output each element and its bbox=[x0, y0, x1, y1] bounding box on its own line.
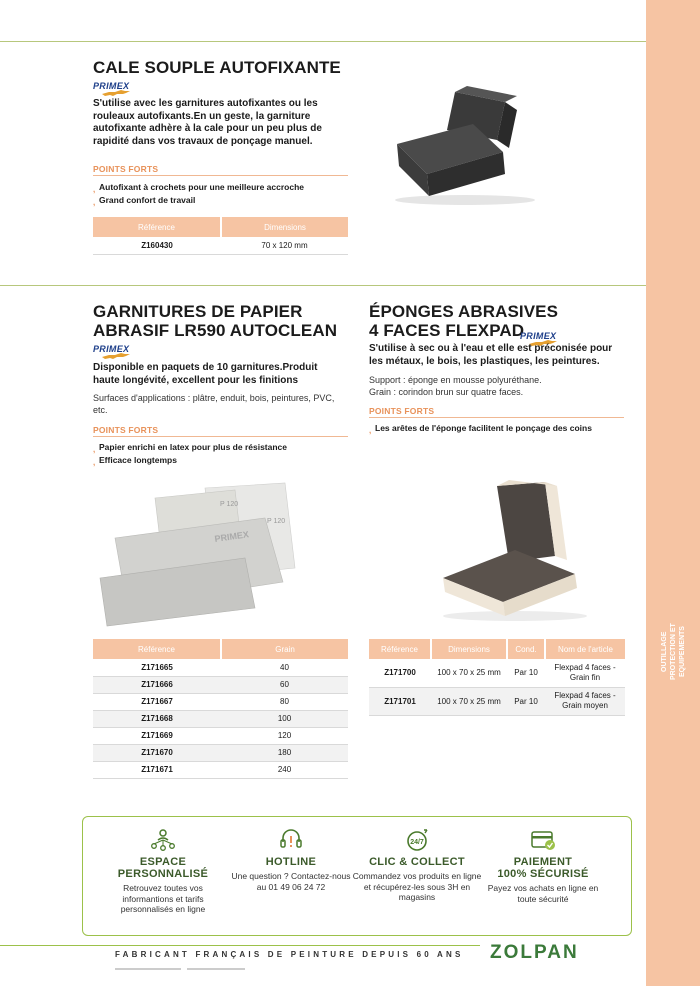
service-text: Payez vos achats en ligne en toute sécurité bbox=[487, 883, 599, 904]
list-item: , Efficace longtemps bbox=[93, 454, 348, 467]
service-title: CLIC & COLLECT bbox=[369, 856, 465, 868]
product2-points-label: POINTS FORTS bbox=[93, 425, 159, 435]
table-cell-article: Flexpad 4 faces - Grain moyen bbox=[545, 687, 625, 715]
product1-description: S'utilise avec les garnitures autofixantes ou les rouleaux autofixants.En un geste, la garniture autofixante adhère à la cale pour un peu plus de rapidité dans vos travaux de ponçage manuel. bbox=[93, 98, 322, 147]
product3-subdescription bbox=[369, 374, 627, 398]
list-item: , Grand confort de travail bbox=[93, 194, 348, 207]
table-cell-ref: Z171671 bbox=[93, 761, 221, 778]
service-hotline[interactable] bbox=[226, 826, 356, 892]
brand-text: PRIMEX bbox=[93, 344, 130, 354]
product1-title: CALE SOUPLE AUTOFIXANTE bbox=[93, 58, 341, 77]
abrasive-sponge-image bbox=[425, 478, 595, 623]
table-row bbox=[93, 744, 348, 761]
table-cell-cond: Par 10 bbox=[507, 659, 545, 687]
product3-title-line2: 4 FACES FLEXPAD bbox=[369, 321, 525, 340]
product1-points-label: POINTS FORTS bbox=[93, 164, 159, 174]
product2-title-line1: GARNITURES DE PAPIER bbox=[93, 302, 303, 321]
table-cell-grain: 80 bbox=[221, 693, 348, 710]
clock-24-7-icon bbox=[403, 826, 431, 854]
product2-points-rule bbox=[93, 436, 348, 437]
table-cell-dim: 100 x 70 x 25 mm bbox=[431, 659, 507, 687]
table-cell-grain: 120 bbox=[221, 727, 348, 744]
footer-tagline: FABRICANT FRANÇAIS DE PEINTURE DEPUIS 60 ANS bbox=[115, 950, 464, 959]
product2-description: Disponible en paquets de 10 garnitures.Produit haute longévité, excellent pour les finitions bbox=[93, 362, 318, 386]
table-row bbox=[93, 676, 348, 693]
side-band bbox=[646, 0, 700, 986]
people-network-icon bbox=[149, 826, 177, 854]
service-title-line1: PAIEMENT bbox=[513, 856, 573, 868]
product3-points-rule bbox=[369, 417, 624, 418]
service-clic-collect[interactable] bbox=[352, 826, 482, 903]
service-text: Retrouvez toutes vos informantions et tarifs personnalisés en ligne bbox=[120, 883, 206, 914]
service-title bbox=[98, 856, 228, 880]
table-header-dimensions: Dimensions bbox=[221, 217, 348, 237]
sanding-block-image bbox=[385, 82, 545, 207]
footer-underline bbox=[115, 968, 181, 970]
table-cell-ref: Z171669 bbox=[93, 727, 221, 744]
product1-points-list bbox=[93, 181, 348, 207]
product2-brand-logo bbox=[93, 344, 131, 360]
service-text: Commandez vos produits en ligne et récupérez-les sous 3H en magasins bbox=[352, 871, 482, 902]
sheet-brand-print: PRIMEX bbox=[213, 529, 250, 544]
sheet-grade-label: P 120 bbox=[220, 501, 239, 508]
product1-points-rule bbox=[93, 175, 348, 176]
product2-table bbox=[93, 639, 348, 779]
table-header-cond: Cond. bbox=[507, 639, 545, 659]
table-header-reference: Référence bbox=[93, 217, 221, 237]
clock-icon-text: 24/7 bbox=[410, 839, 424, 846]
side-section-label: OUTILLAGE PROTECTION ET EQUIPEMENTS bbox=[661, 623, 686, 681]
table-cell-grain: 100 bbox=[221, 710, 348, 727]
service-text: Une question ? Contactez-nous au 01 49 06 24 72 bbox=[231, 871, 351, 892]
service-title-line1: ESPACE bbox=[139, 856, 187, 868]
footer-rule bbox=[0, 945, 480, 946]
table-cell-grain: 60 bbox=[221, 676, 348, 693]
product1-table bbox=[93, 217, 348, 255]
list-item: , Autofixant à crochets pour une meilleure accroche bbox=[93, 181, 348, 194]
brand-text: PRIMEX bbox=[93, 81, 130, 91]
product2-title-line2: ABRASIF LR590 AUTOCLEAN bbox=[93, 321, 338, 340]
table-header-article-name: Nom de l'article bbox=[545, 639, 625, 659]
table-row bbox=[369, 659, 625, 687]
product3-subdesc-line2: Grain : corindon brun sur quatre faces. bbox=[369, 387, 524, 397]
footer-underline bbox=[187, 968, 245, 970]
table-header-grain: Grain bbox=[221, 639, 348, 659]
table-cell-dim: 70 x 120 mm bbox=[221, 237, 348, 254]
table-cell-ref: Z171665 bbox=[93, 659, 221, 676]
table-cell-article: Flexpad 4 faces - Grain fin bbox=[545, 659, 625, 687]
table-cell-ref: Z171667 bbox=[93, 693, 221, 710]
headset-icon bbox=[277, 826, 305, 854]
product3-title-line1: ÉPONGES ABRASIVES bbox=[369, 302, 559, 321]
section-rule bbox=[0, 285, 646, 286]
top-rule bbox=[0, 41, 646, 42]
table-header-reference: Référence bbox=[93, 639, 221, 659]
table-cell-ref: Z171670 bbox=[93, 744, 221, 761]
product3-points-label: POINTS FORTS bbox=[369, 406, 435, 416]
product2-points-list bbox=[93, 441, 348, 467]
table-cell-grain: 180 bbox=[221, 744, 348, 761]
table-cell-grain: 240 bbox=[221, 761, 348, 778]
table-row bbox=[93, 659, 348, 676]
table-cell-ref: Z160430 bbox=[93, 237, 221, 254]
service-espace-personnalise[interactable] bbox=[98, 826, 228, 915]
sheet-grade-label: P 120 bbox=[267, 518, 286, 525]
table-cell-dim: 100 x 70 x 25 mm bbox=[431, 687, 507, 715]
table-header-dimensions: Dimensions bbox=[431, 639, 507, 659]
product2-subdescription: Surfaces d'applications : plâtre, enduit, bois, peintures, PVC, etc. bbox=[93, 393, 335, 415]
table-cell-ref: Z171666 bbox=[93, 676, 221, 693]
table-cell-cond: Par 10 bbox=[507, 687, 545, 715]
table-row bbox=[93, 237, 348, 254]
product1-brand-logo bbox=[93, 81, 131, 97]
service-paiement-securise[interactable] bbox=[478, 826, 608, 904]
table-cell-ref: Z171668 bbox=[93, 710, 221, 727]
zolpan-logo[interactable]: ZOLPAN bbox=[490, 942, 579, 963]
table-row bbox=[369, 687, 625, 715]
secure-card-icon bbox=[529, 826, 557, 854]
service-title bbox=[478, 856, 608, 880]
brand-text: PRIMEX bbox=[520, 331, 557, 341]
table-cell-grain: 40 bbox=[221, 659, 348, 676]
table-cell-ref: Z171701 bbox=[369, 687, 431, 715]
product3-table bbox=[369, 639, 625, 716]
table-cell-ref: Z171700 bbox=[369, 659, 431, 687]
product3-description: S'utilise à sec ou à l'eau et elle est préconisée pour les métaux, le bois, les plastiques, les peintures. bbox=[369, 343, 613, 367]
table-header-reference: Référence bbox=[369, 639, 431, 659]
table-row bbox=[93, 693, 348, 710]
abrasive-paper-image bbox=[95, 478, 345, 628]
product3-points-list bbox=[369, 422, 627, 435]
table-row bbox=[93, 761, 348, 778]
list-item: , Papier enrichi en latex pour plus de résistance bbox=[93, 441, 348, 454]
list-item: , Les arêtes de l'éponge facilitent le ponçage des coins bbox=[369, 422, 627, 435]
product3-subdesc-line1: Support : éponge en mousse polyuréthane. bbox=[369, 375, 542, 385]
product2-title bbox=[93, 302, 337, 340]
service-title-line2: 100% SÉCURISÉ bbox=[497, 868, 589, 880]
service-title: HOTLINE bbox=[265, 856, 317, 868]
table-row bbox=[93, 710, 348, 727]
table-row bbox=[93, 727, 348, 744]
service-title-line2: PERSONNALISÉ bbox=[117, 868, 209, 880]
